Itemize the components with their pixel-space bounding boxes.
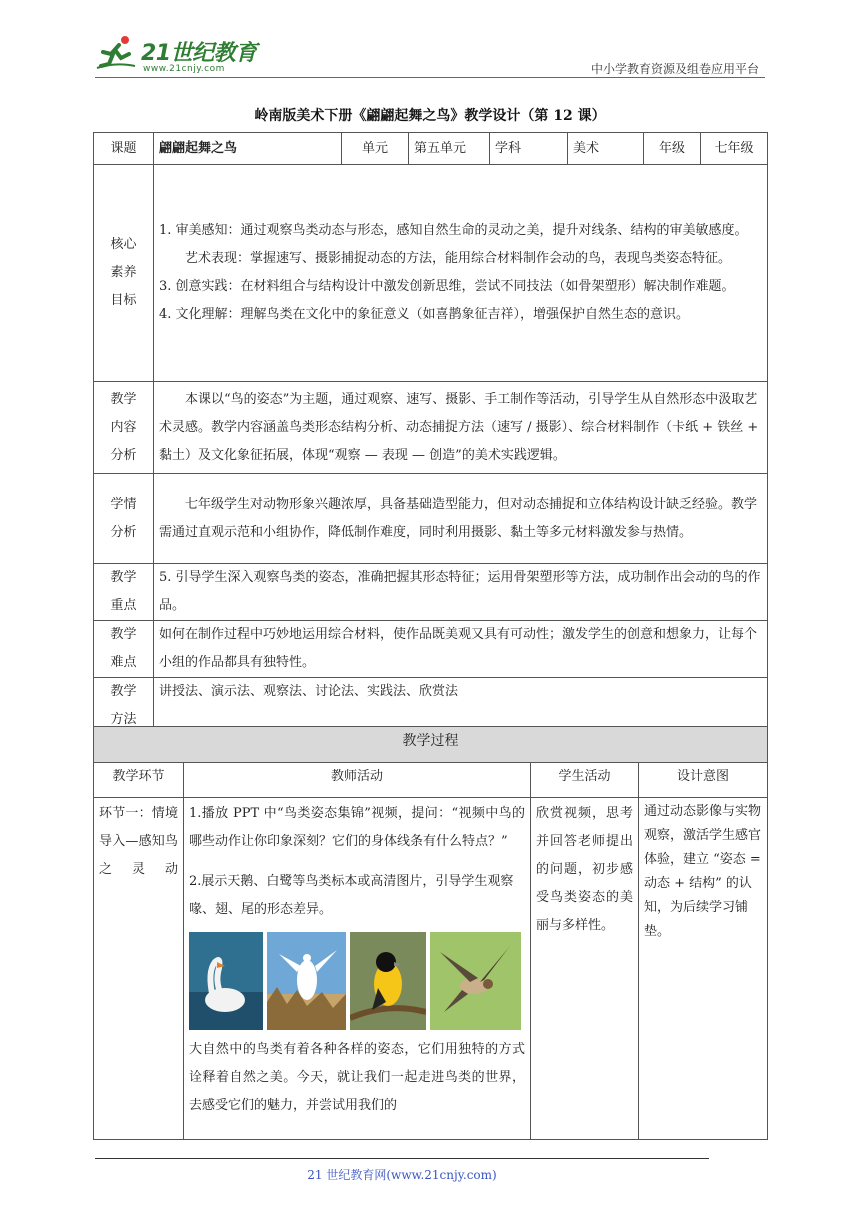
difficulty-row <box>94 621 768 678</box>
lesson-info-table <box>93 132 768 735</box>
core-literacy-row <box>94 165 768 382</box>
platform-name: 中小学教育资源及组卷应用平台 <box>590 62 759 76</box>
grade-value: 七年级 <box>701 133 768 165</box>
content-analysis-row <box>94 382 768 474</box>
method-label: 教学 方法 <box>94 678 154 735</box>
learner-analysis-row <box>94 474 768 564</box>
column-header: 设计意图 <box>639 763 768 798</box>
core-item: 3. 创意实践：在材料组合与结构设计中激发创新思维，尝试不同技法（如骨架塑形）解决制作难题。 <box>159 279 735 294</box>
key-points-label: 教学 重点 <box>94 564 154 621</box>
key-points-row <box>94 564 768 621</box>
swan-photo <box>189 932 263 1030</box>
subject-label: 学科 <box>490 133 568 165</box>
column-header: 学生活动 <box>531 763 639 798</box>
course-value: 翩翩起舞之鸟 <box>154 133 342 165</box>
runner-logo-icon <box>95 34 137 72</box>
teacher-step: 1.播放 PPT 中“鸟类姿态集锦”视频，提问：“视频中鸟的哪些动作让你印象深刻？它们的身体线条有什么特点？” <box>189 806 525 849</box>
teaching-process-table <box>93 726 768 1140</box>
design-intent: 通过动态影像与实物观察，激活学生感官体验，建立 “姿态 = 动态 + 结构” 的认知，为后续学习铺垫。 <box>639 798 768 1140</box>
info-row <box>94 133 768 165</box>
core-item: 艺术表现：掌握速写、摄影捕捉动态的方法，能用综合材料制作会动的鸟，表现鸟类姿态特征。 <box>185 251 732 266</box>
column-header: 教学环节 <box>94 763 184 798</box>
page-header <box>95 28 765 80</box>
course-label: 课题 <box>94 133 154 165</box>
process-stage-row <box>94 798 768 1140</box>
student-activity: 欣赏视频，思考并回答老师提出的问题，初步感受鸟类姿态的美丽与多样性。 <box>531 798 639 1140</box>
method-text: 讲授法、演示法、观察法、讨论法、实践法、欣赏法 <box>154 678 768 735</box>
bird-photo-strip <box>189 932 525 1030</box>
unit-value: 第五单元 <box>409 133 490 165</box>
process-header-row <box>94 763 768 798</box>
oriole-photo <box>350 932 426 1030</box>
subject-value: 美术 <box>568 133 644 165</box>
grade-label: 年级 <box>644 133 701 165</box>
content-analysis-text: 本课以“鸟的姿态”为主题，通过观察、速写、摄影、手工制作等活动，引导学生从自然形态中汲取艺术灵感。教学内容涵盖鸟类形态结构分析、动态捕捉方法（速写 / 摄影）、综合材料制作（卡纸 + 铁丝 + 黏土）及文化象征拓展，体现“观察 — 表现 — 创造”的美术实践逻辑。 <box>154 382 768 474</box>
difficulty-label: 教学 难点 <box>94 621 154 678</box>
swallow-photo <box>430 932 521 1030</box>
footer-text: 21 世纪教育网(www.21cnjy.com) <box>307 1168 497 1182</box>
content-analysis-label: 教学 内容 分析 <box>94 382 154 474</box>
learner-analysis-text: 七年级学生对动物形象兴趣浓厚，具备基础造型能力，但对动态捕捉和立体结构设计缺乏经验。教学需通过直观示范和小组协作，降低制作难度，同时利用摄影、黏土等多元材料激发参与热情。 <box>154 474 768 564</box>
core-item: 4. 文化理解：理解鸟类在文化中的象征意义（如喜鹊象征吉祥），增强保护自然生态的意识。 <box>159 307 690 322</box>
teacher-activity <box>184 798 531 1140</box>
process-title-row <box>94 727 768 763</box>
header-divider <box>95 77 765 78</box>
process-title: 教学过程 <box>94 727 768 763</box>
footer-divider <box>95 1158 709 1159</box>
unit-label: 单元 <box>342 133 409 165</box>
logo-url: www.21cnjy.com <box>143 64 225 74</box>
core-literacy-content <box>154 165 768 382</box>
difficulty-text: 如何在制作过程中巧妙地运用综合材料，使作品既美观又具有可动性；激发学生的创意和想象力，让每个小组的作品都具有独特性。 <box>154 621 768 678</box>
core-literacy-label: 核心 素养 目标 <box>94 165 154 382</box>
column-header: 教师活动 <box>184 763 531 798</box>
egret-photo <box>267 932 346 1030</box>
learner-analysis-label: 学情 分析 <box>94 474 154 564</box>
teacher-step: 2.展示天鹅、白鹭等鸟类标本或高清图片，引导学生观察喙、翅、尾的形态差异。 <box>189 874 514 917</box>
core-item: 1. 审美感知：通过观察鸟类动态与形态，感知自然生命的灵动之美，提升对线条、结构的审美敏感度。 <box>159 223 748 238</box>
document-title: 岭南版美术下册《翩翩起舞之鸟》教学设计（第 12 课） <box>254 108 606 124</box>
teacher-step: 大自然中的鸟类有着各种各样的姿态，它们用独特的方式诠释着自然之美。今天，就让我们一起走进鸟类的世界，去感受它们的魅力，并尝试用我们的 <box>189 1042 525 1113</box>
stage-name: 环节一：情境导入—感知鸟之灵动 <box>94 798 184 1140</box>
logo-text: 21世纪教育 <box>141 41 257 66</box>
logo <box>95 30 265 78</box>
key-points-text: 5. 引导学生深入观察鸟类的姿态，准确把握其形态特征；运用骨架塑形等方法，成功制作出会动的鸟的作品。 <box>154 564 768 621</box>
